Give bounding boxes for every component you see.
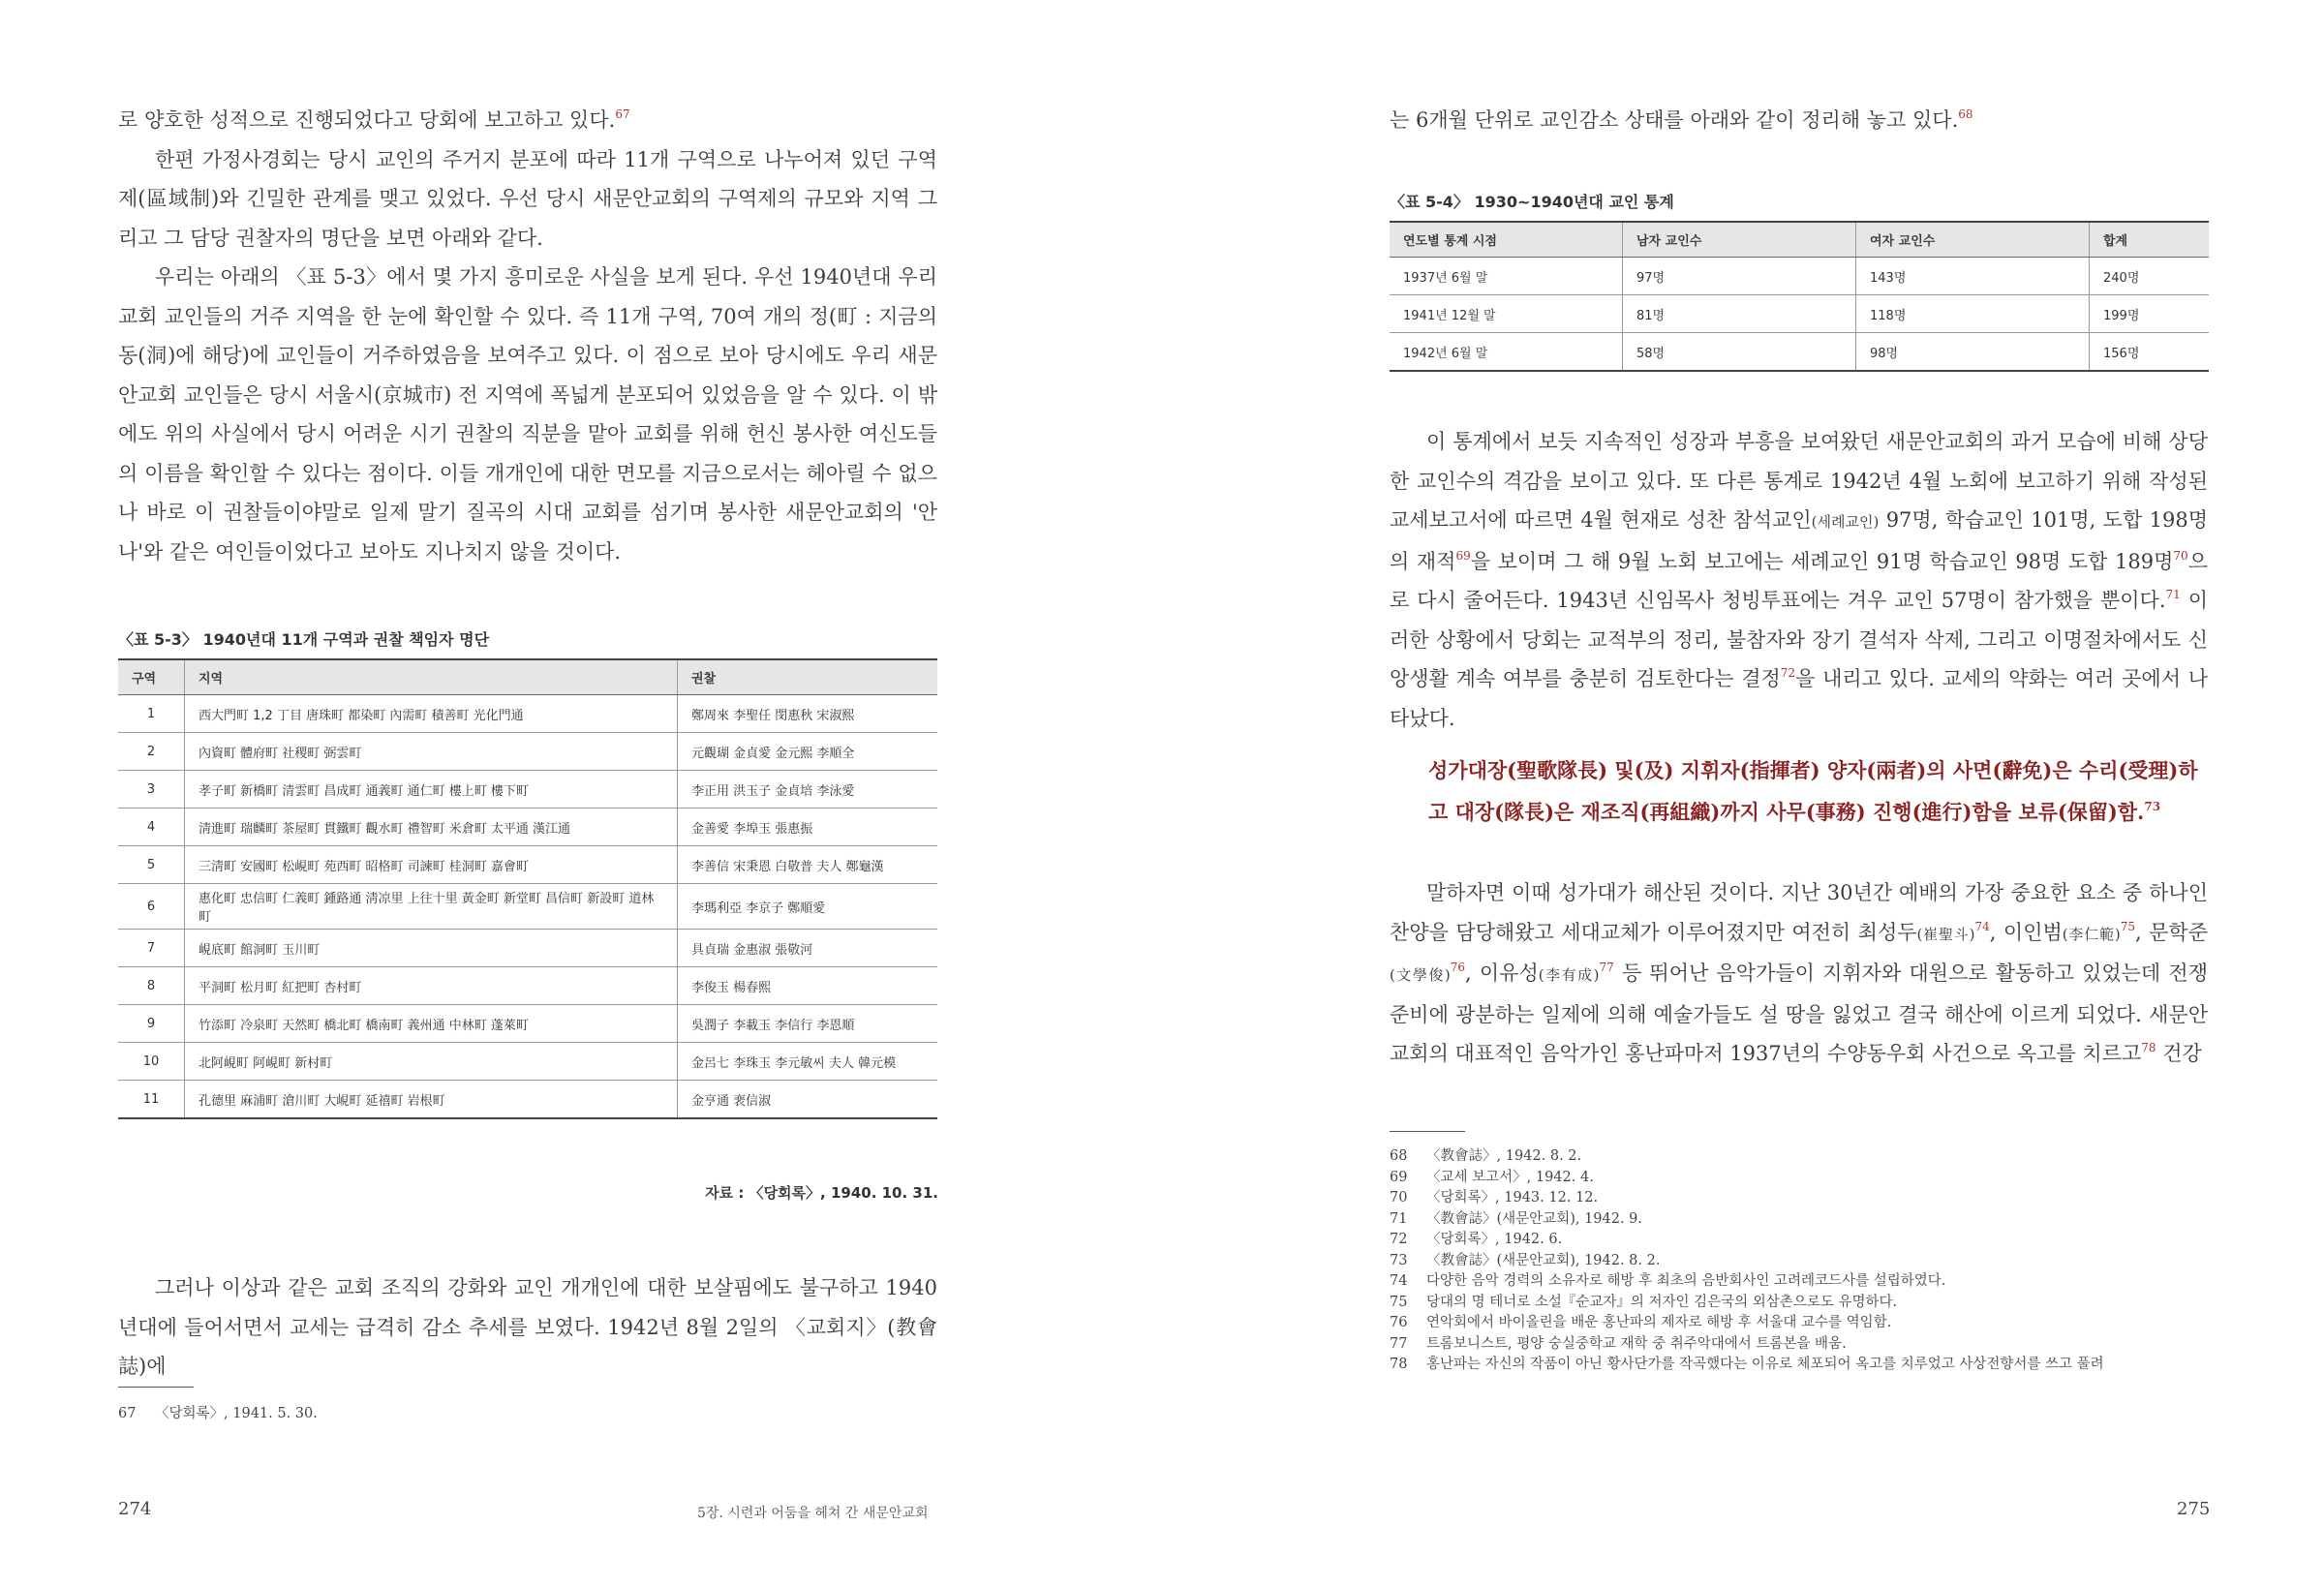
quote-text: 성가대장(聖歌隊長) 및(及) 지휘자(指揮者) 양자(兩者)의 사면(辭免)은 수리(受理)하고 대장(隊長)은 재조직(再組織)까지 사무(事務) 진행(進行)함을 보류(保留)함. <box>1428 758 2198 824</box>
table-cell: 156명 <box>2090 333 2210 372</box>
table-cell: 1937년 6월 말 <box>1390 258 1623 295</box>
table-cell: 240명 <box>2090 258 2210 295</box>
district-number-cell: 10 <box>118 1043 185 1081</box>
footnote-text: 홍난파는 자신의 작품이 아닌 황사단가를 작곡했다는 이유로 체포되어 옥고를 치루었고 사상전향서를 쓰고 풀려 <box>1426 1357 2104 1372</box>
footnote-text: 〈당회록〉, 1943. 12. 12. <box>1426 1190 1599 1206</box>
text-run: 이 통계에서 보듯 지속적인 성장과 부흥을 보여왔던 새문안교회의 과거 모습에 비해 상당한 교인수의 격감을 보이고 있다. 또 다른 통계로 1942년 4월 노회에 보고하기 위해 작성된 교세보고서에 따르면 4월 현재로 성찬 참석교인 <box>1390 430 2208 532</box>
footnote-number: 71 <box>1390 1210 1408 1227</box>
footnote-text: 당대의 명 테너로 소설『순교자』의 저자인 김은국의 외삼촌으로도 유명하다. <box>1426 1294 1898 1310</box>
district-number-cell: 5 <box>118 846 185 884</box>
table-header: 구역 <box>118 659 185 695</box>
table-row <box>118 733 937 771</box>
footnote-number: 69 <box>1390 1169 1408 1185</box>
table-cell: 97명 <box>1623 258 1856 295</box>
footnote-number: 74 <box>1390 1273 1408 1289</box>
footnote-ref[interactable]: 70 <box>2173 548 2188 563</box>
district-number-cell: 8 <box>118 967 185 1005</box>
footnote <box>1390 1271 2222 1293</box>
table-header: 연도별 통계 시점 <box>1390 222 1623 258</box>
district-leaders-cell: 具貞瑞 金惠淑 張敬河 <box>678 930 938 967</box>
table-row <box>1390 258 2209 295</box>
left-body-text <box>118 101 937 571</box>
table-cell: 98명 <box>1856 333 2090 372</box>
footnote-text: 〈교세 보고서〉, 1942. 4. <box>1426 1169 1594 1185</box>
footnote-ref[interactable]: 71 <box>2165 588 2181 601</box>
table-cell: 1942년 6월 말 <box>1390 333 1623 372</box>
footnote-ref[interactable]: 78 <box>2141 1041 2156 1054</box>
paragraph <box>1390 101 2208 140</box>
footnote-number: 67 <box>118 1406 137 1421</box>
table-row <box>118 930 937 967</box>
district-number-cell: 9 <box>118 1005 185 1043</box>
footnote-ref[interactable]: 74 <box>1974 919 1990 933</box>
table-cell: 81명 <box>1623 295 1856 333</box>
district-area-cell: 淸進町 瑞麟町 茶屋町 貫鐵町 觀水町 禮智町 米倉町 太平通 漢江通 <box>185 809 678 846</box>
footnote <box>1390 1313 2222 1334</box>
district-leaders-cell: 李善信 宋秉恩 白敬普 夫人 鄭龜漢 <box>678 846 938 884</box>
footnote-text: 트롬보니스트, 평양 숭실중학교 재학 중 취주악대에서 트롬본을 배움. <box>1426 1335 1847 1352</box>
footnote-text: 〈教會誌〉(새문안교회), 1942. 9. <box>1426 1210 1643 1227</box>
text-run: (崔聖斗) <box>1916 925 1975 943</box>
footnote-number: 75 <box>1390 1294 1408 1310</box>
paragraph <box>1390 422 2208 738</box>
text-run: 으로 다시 줄어든다. 1943년 신임목사 청빙투표에는 겨우 교인 57명이 참가했을 뿐이다. <box>1390 549 2208 612</box>
district-leaders-cell: 李俊玉 楊春熙 <box>678 967 938 1005</box>
district-number-cell: 1 <box>118 695 185 733</box>
paragraph: 우리는 아래의 〈표 5-3〉에서 몇 가지 흥미로운 사실을 보게 된다. 우선 1940년대 우리 교회 교인들의 거주 지역을 한 눈에 확인할 수 있다. 즉 11개 구역, 70여 개의 정(町 : 지금의 동(洞)에 해당)에 교인들이 거주하였음을 보여주고 있다. 이 점으로 보아 당시에도 우리 새문안교회 교인들은 당시 서울시(京城市) 전 지역에 폭넓게 분포되어 있었음을 알 수 있다. 이 밖에도 위의 사실에서 당시 어려운 시기 권찰의 직분을 맡아 교회를 위해 헌신 봉사한 여신도들의 이름을 확인할 수 있다는 점이다. 이들 개개인에 대한 면모를 지금으로서는 헤아릴 수 없으나 바로 이 권찰들이야말로 일제 말기 질곡의 시대 교회를 섬기며 봉사한 새문안교회의 '안나'와 같은 여인들이었다고 보아도 지나치지 않을 것이다. <box>118 265 937 564</box>
table-row <box>118 1043 937 1081</box>
district-area-cell: 峴底町 館洞町 玉川町 <box>185 930 678 967</box>
table-header-row <box>1390 222 2209 258</box>
table-row <box>118 1005 937 1043</box>
footnote-number: 76 <box>1390 1315 1408 1330</box>
district-area-cell: 北阿峴町 阿峴町 新村町 <box>185 1043 678 1081</box>
footnote-text: 〈당회록〉, 1941. 5. 30. <box>155 1406 318 1421</box>
district-leaders-cell: 鄭周來 李聖任 閔惠秋 宋淑熙 <box>678 695 938 733</box>
footnote-rule <box>1390 1131 1465 1132</box>
footnote-number: 77 <box>1390 1335 1408 1352</box>
paragraph-text: 는 6개월 단위로 교인감소 상태를 아래와 같이 정리해 놓고 있다. <box>1390 108 1959 132</box>
district-area-cell: 三淸町 安國町 松峴町 苑西町 昭格町 司諫町 桂洞町 嘉會町 <box>185 846 678 884</box>
footnote-number: 78 <box>1390 1357 1408 1372</box>
footnote <box>1390 1188 2222 1209</box>
footnote <box>1390 1334 2222 1356</box>
page-number: 275 <box>2177 1499 2211 1519</box>
district-number-cell: 4 <box>118 809 185 846</box>
running-head: 5장. 시련과 어둠을 헤쳐 간 새문안교회 <box>697 1506 929 1521</box>
text-run: 건강 <box>2156 1042 2202 1065</box>
table-row <box>118 846 937 884</box>
paragraph-text: 로 양호한 성적으로 진행되었다고 당회에 보고하고 있다. <box>118 108 616 132</box>
footnote-text: 다양한 음악 경력의 소유자로 해방 후 최초의 음반회사인 고려레코드사를 설립하였다. <box>1426 1273 1946 1289</box>
table-cell: 199명 <box>2090 295 2210 333</box>
footnote <box>1390 1230 2222 1251</box>
district-area-cell: 孔德里 麻浦町 滄川町 大峴町 延禧町 岩根町 <box>185 1081 678 1119</box>
district-leaders-cell: 元觀瑚 金貞愛 金元熙 李順全 <box>678 733 938 771</box>
footnotes <box>1390 1146 2222 1376</box>
footnotes <box>118 1404 318 1425</box>
footnote <box>118 1404 318 1425</box>
text-run: 말하자면 이때 성가대가 해산된 것이다. 지난 30년간 예배의 가장 중요한 요소 중 하나인 찬양을 담당해왔고 세대교체가 이루어졌지만 여전히 최성두 <box>1390 881 2208 944</box>
table-row <box>118 771 937 809</box>
block-quote <box>1428 749 2198 833</box>
district-area-cell: 惠化町 忠信町 仁義町 鍾路通 淸凉里 上往十里 黃金町 新堂町 昌信町 新設町 道林町 <box>185 884 678 930</box>
footnote-ref[interactable]: 73 <box>2144 800 2161 813</box>
footnote-ref[interactable]: 72 <box>1780 666 1796 680</box>
table-body <box>118 695 937 1119</box>
district-number-cell: 7 <box>118 930 185 967</box>
table-row <box>118 809 937 846</box>
district-leaders-cell: 金呂七 李珠玉 李元敏씨 夫人 韓元模 <box>678 1043 938 1081</box>
table-caption: 〈표 5-4〉 1930~1940년대 교인 통계 <box>1390 193 1674 211</box>
table-header: 여자 교인수 <box>1856 222 2090 258</box>
text-run: 을 보이며 그 해 9월 노회 보고에는 세례교인 91명 학습교인 98명 도합 189명 <box>1470 549 2174 573</box>
district-number-cell: 2 <box>118 733 185 771</box>
district-area-cell: 西大門町 1,2 丁目 唐珠町 都染町 內需町 積善町 光化門通 <box>185 695 678 733</box>
paragraph: 그러나 이상과 같은 교회 조직의 강화와 교인 개개인에 대한 보살핌에도 불구하고 1940년대에 들어서면서 교세는 급격히 감소 추세를 보였다. 1942년 8월 2일의 〈교회지〉(教會誌)에 <box>118 1276 937 1378</box>
right-body-text-2 <box>1390 873 2208 1074</box>
district-leaders-cell: 李瑪利亞 李京子 鄭順愛 <box>678 884 938 930</box>
table-header: 남자 교인수 <box>1623 222 1856 258</box>
text-run: 을 내리고 있다. 교세의 약화는 여러 곳에서 나타났다. <box>1390 667 2208 730</box>
right-body-text <box>1390 422 2208 738</box>
district-leaders-cell: 金善愛 李埠玉 張惠振 <box>678 809 938 846</box>
text-run: (세례교인) <box>1811 513 1880 531</box>
table-row <box>1390 295 2209 333</box>
district-number-cell: 3 <box>118 771 185 809</box>
paragraph: 한편 가정사경회는 당시 교인의 주거지 분포에 따라 11개 구역으로 나누어져 있던 구역제(區域制)와 긴밀한 관계를 맺고 있었다. 우선 당시 새문안교회의 구역제의 규모와 지역 그리고 그 담당 권찰자의 명단을 보면 아래와 같다. <box>118 147 937 250</box>
table-row <box>118 1081 937 1119</box>
footnote-number: 68 <box>1390 1148 1408 1164</box>
footnote-rule <box>118 1387 194 1388</box>
text-run: , 이유성 <box>1465 961 1539 985</box>
footnote-ref[interactable]: 69 <box>1455 548 1471 563</box>
right-page <box>1162 0 2324 1587</box>
table-row <box>118 884 937 930</box>
table-header: 권찰 <box>678 659 938 695</box>
text-run: 97명, 학습교인 101명, 도합 198명의 재적 <box>1390 508 2208 573</box>
table-row <box>118 695 937 733</box>
footnote-ref[interactable]: 68 <box>1958 107 1973 121</box>
table-row <box>118 967 937 1005</box>
footnote <box>1390 1209 2222 1231</box>
table-row <box>1390 333 2209 372</box>
table-header-row <box>118 659 937 695</box>
text-run: , 문학준 <box>2134 920 2208 944</box>
table-header: 합계 <box>2090 222 2210 258</box>
text-run: (李仁範) <box>2062 925 2121 943</box>
district-leaders-cell: 吳潤子 李載玉 李信行 李恩順 <box>678 1005 938 1043</box>
district-area-cell: 竹添町 冷泉町 天然町 橋北町 橋南町 義州通 中林町 蓬萊町 <box>185 1005 678 1043</box>
footnote <box>1390 1293 2222 1314</box>
footnote-number: 70 <box>1390 1190 1408 1206</box>
membership-table <box>1390 221 2209 372</box>
district-area-cell: 內資町 體府町 社稷町 弼雲町 <box>185 733 678 771</box>
footnote-ref[interactable]: 76 <box>1450 961 1466 974</box>
footnote-number: 72 <box>1390 1232 1408 1247</box>
district-number-cell: 6 <box>118 884 185 930</box>
table-source: 자료 : 〈당회록〉, 1940. 10. 31. <box>705 1184 938 1202</box>
district-table <box>118 658 937 1119</box>
footnote <box>1390 1355 2222 1376</box>
table-cell: 1941년 12월 말 <box>1390 295 1623 333</box>
footnote-number: 73 <box>1390 1252 1408 1268</box>
district-number-cell: 11 <box>118 1081 185 1119</box>
table-cell: 143명 <box>1856 258 2090 295</box>
footnote-text: 〈教會誌〉(새문안교회), 1942. 8. 2. <box>1426 1252 1661 1268</box>
district-area-cell: 平洞町 松月町 紅把町 杏村町 <box>185 967 678 1005</box>
table-cell: 58명 <box>1623 333 1856 372</box>
footnote-text: 연악회에서 바이올린을 배운 홍난파의 제자로 해방 후 서울대 교수를 역임함. <box>1426 1315 1892 1330</box>
right-intro <box>1390 101 2208 140</box>
text-run: (李有成) <box>1538 966 1600 984</box>
footnote-text: 〈당회록〉, 1942. 6. <box>1426 1232 1563 1247</box>
text-run: 이러한 상황에서 당회는 교적부의 정리, 불참자와 장기 결석자 삭제, 그리고 이명절차에서도 신앙생활 계속 여부를 충분히 검토한다는 결정 <box>1390 589 2208 690</box>
footnote-ref[interactable]: 67 <box>615 107 630 121</box>
table-caption: 〈표 5-3〉 1940년대 11개 구역과 권찰 책임자 명단 <box>118 630 490 649</box>
paragraph <box>1390 873 2208 1074</box>
text-run: , 이인범 <box>1989 920 2063 944</box>
table-body <box>1390 258 2209 372</box>
district-leaders-cell: 金亨通 裵信淑 <box>678 1081 938 1119</box>
footnote-ref[interactable]: 75 <box>2120 919 2135 933</box>
table-cell: 118명 <box>1856 295 2090 333</box>
page-number: 274 <box>118 1499 152 1519</box>
text-run: 등 뛰어난 음악가들이 지휘자와 대원으로 활동하고 있었는데 전쟁 준비에 광분하는 일제에 의해 예술가들도 설 땅을 잃었고 결국 해산에 이르게 되었다. 새문안교회의 대표적인 음악가인 홍난파마저 1937년의 수양동우회 사건으로 옥고를 치르고 <box>1390 961 2208 1065</box>
footnote-ref[interactable]: 77 <box>1599 961 1614 974</box>
table-header: 지역 <box>185 659 678 695</box>
footnote <box>1390 1251 2222 1272</box>
district-leaders-cell: 李正用 洪玉子 金貞培 李泳愛 <box>678 771 938 809</box>
footnote <box>1390 1168 2222 1189</box>
left-body-text-bottom <box>118 1268 937 1387</box>
text-run: (文學俊) <box>1390 966 1451 984</box>
district-area-cell: 孝子町 新橋町 清雲町 昌成町 通義町 通仁町 樓上町 樓下町 <box>185 771 678 809</box>
footnote <box>1390 1146 2222 1168</box>
footnote-text: 〈教會誌〉, 1942. 8. 2. <box>1426 1148 1582 1164</box>
paragraph <box>118 101 937 140</box>
